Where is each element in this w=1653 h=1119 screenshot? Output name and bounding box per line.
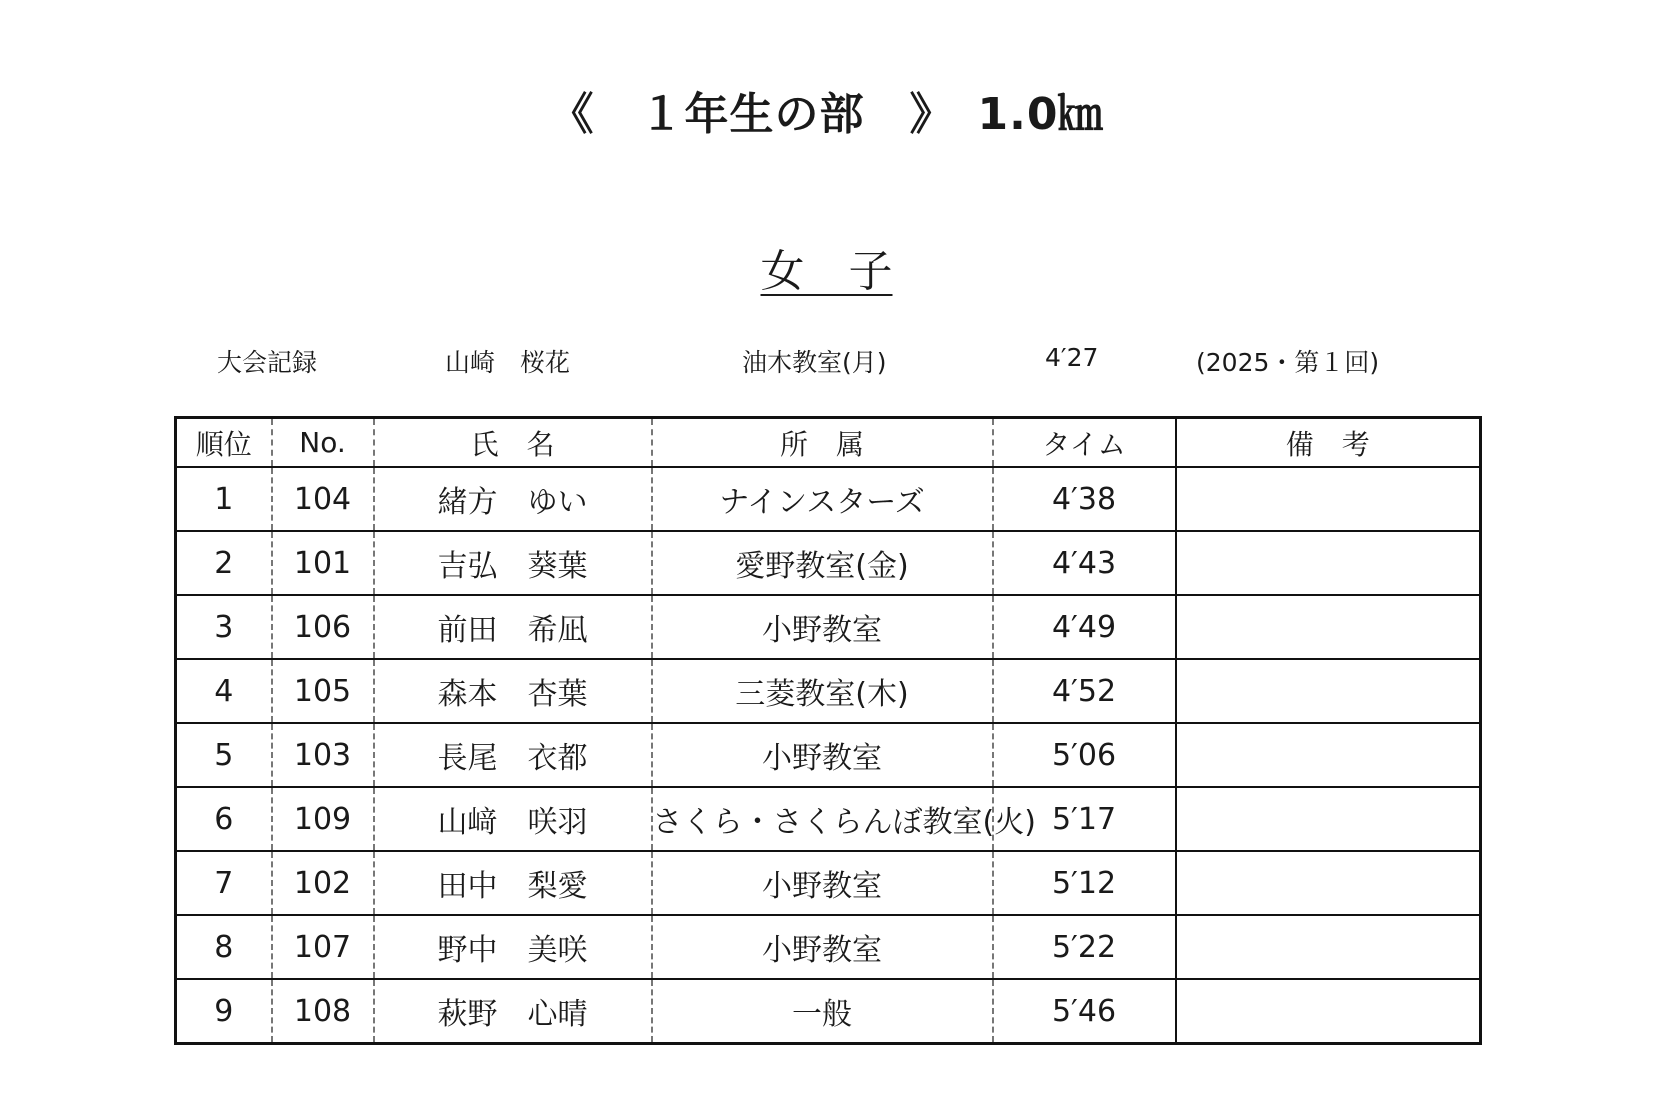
record-holder-club: 油木教室(月) xyxy=(742,348,887,377)
cell-time: 4′43 xyxy=(993,531,1176,595)
table-row xyxy=(176,531,1481,595)
cell-rank: 2 xyxy=(176,531,272,595)
cell-remarks xyxy=(1176,851,1481,915)
table-row xyxy=(176,595,1481,659)
cell-club: 小野教室 xyxy=(652,915,993,979)
cell-club: 小野教室 xyxy=(652,723,993,787)
cell-no: 101 xyxy=(272,531,374,595)
cell-club: ナインスターズ xyxy=(652,467,993,531)
cell-name: 吉弘 葵葉 xyxy=(374,531,652,595)
cell-rank: 9 xyxy=(176,979,272,1044)
cell-rank: 6 xyxy=(176,787,272,851)
cell-club: さくら・さくらんぼ教室(火) xyxy=(652,787,993,851)
cell-remarks xyxy=(1176,531,1481,595)
header-name: 氏 名 xyxy=(374,418,652,468)
cell-name: 山﨑 咲羽 xyxy=(374,787,652,851)
cell-rank: 4 xyxy=(176,659,272,723)
record-note: (2025・第１回) xyxy=(1196,348,1380,377)
header-remarks: 備 考 xyxy=(1176,418,1481,468)
page-title: 《 １年生の部 》 1.0㎞ xyxy=(549,89,1104,140)
results-table xyxy=(174,416,1482,1045)
cell-no: 104 xyxy=(272,467,374,531)
record-time: 4′27 xyxy=(1045,343,1099,372)
cell-time: 5′17 xyxy=(993,787,1176,851)
table-row xyxy=(176,659,1481,723)
cell-name: 野中 美咲 xyxy=(374,915,652,979)
table-row xyxy=(176,787,1481,851)
cell-time: 4′52 xyxy=(993,659,1176,723)
cell-name: 森本 杏葉 xyxy=(374,659,652,723)
cell-time: 5′06 xyxy=(993,723,1176,787)
cell-rank: 1 xyxy=(176,467,272,531)
cell-time: 4′38 xyxy=(993,467,1176,531)
cell-time: 5′22 xyxy=(993,915,1176,979)
cell-club: 小野教室 xyxy=(652,595,993,659)
table-row xyxy=(176,979,1481,1044)
cell-time: 4′49 xyxy=(993,595,1176,659)
category-heading xyxy=(0,235,1653,299)
table-row xyxy=(176,851,1481,915)
cell-remarks xyxy=(1176,467,1481,531)
cell-rank: 8 xyxy=(176,915,272,979)
record-holder-name: 山崎 桜花 xyxy=(445,348,571,377)
cell-rank: 7 xyxy=(176,851,272,915)
cell-club: 愛野教室(金) xyxy=(652,531,993,595)
cell-remarks xyxy=(1176,659,1481,723)
cell-name: 田中 梨愛 xyxy=(374,851,652,915)
record-label: 大会記録 xyxy=(217,348,318,377)
header-club: 所 属 xyxy=(652,418,993,468)
cell-remarks xyxy=(1176,915,1481,979)
cell-no: 106 xyxy=(272,595,374,659)
cell-time: 5′12 xyxy=(993,851,1176,915)
cell-rank: 5 xyxy=(176,723,272,787)
table-row xyxy=(176,723,1481,787)
cell-name: 緒方 ゆい xyxy=(374,467,652,531)
cell-no: 103 xyxy=(272,723,374,787)
cell-no: 102 xyxy=(272,851,374,915)
cell-no: 107 xyxy=(272,915,374,979)
cell-remarks xyxy=(1176,723,1481,787)
cell-name: 萩野 心晴 xyxy=(374,979,652,1044)
cell-rank: 3 xyxy=(176,595,272,659)
cell-no: 105 xyxy=(272,659,374,723)
table-header-row xyxy=(176,418,1481,468)
table-row xyxy=(176,467,1481,531)
cell-club: 一般 xyxy=(652,979,993,1044)
category-heading-text: 女 子 xyxy=(760,246,893,297)
cell-remarks xyxy=(1176,979,1481,1044)
cell-name: 長尾 衣都 xyxy=(374,723,652,787)
cell-time: 5′46 xyxy=(993,979,1176,1044)
cell-club: 小野教室 xyxy=(652,851,993,915)
cell-remarks xyxy=(1176,787,1481,851)
header-no: No. xyxy=(272,418,374,468)
cell-club: 三菱教室(木) xyxy=(652,659,993,723)
cell-name: 前田 希凪 xyxy=(374,595,652,659)
header-time: タイム xyxy=(993,418,1176,468)
cell-no: 108 xyxy=(272,979,374,1044)
cell-no: 109 xyxy=(272,787,374,851)
header-rank: 順位 xyxy=(176,418,272,468)
table-row xyxy=(176,915,1481,979)
cell-remarks xyxy=(1176,595,1481,659)
